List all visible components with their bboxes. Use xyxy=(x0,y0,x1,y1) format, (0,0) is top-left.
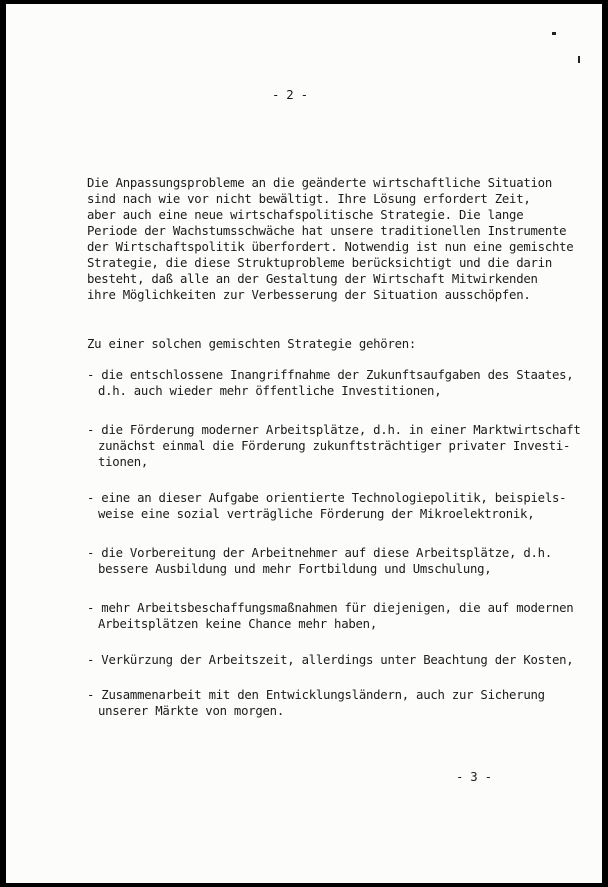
paragraph-line: ihre Möglichkeiten zur Verbesserung der Situation ausschöpfen. xyxy=(87,288,531,302)
bullet-item xyxy=(87,545,552,577)
bullet-item xyxy=(87,652,573,668)
bullet-line: weise eine sozial verträgliche Förderung der Mikroelektronik, xyxy=(98,507,535,521)
list-intro: Zu einer solchen gemischten Strategie gehören: xyxy=(87,337,417,351)
bullet-item xyxy=(87,367,573,399)
next-page-marker: - 3 - xyxy=(456,770,492,784)
body-paragraph xyxy=(87,175,573,303)
paragraph-line: Periode der Wachstumsschwäche hat unsere traditionellen Instrumente xyxy=(87,224,567,238)
scan-speck xyxy=(552,32,556,35)
bullet-line: - Zusammenarbeit mit den Entwicklungsländern, auch zur Sicherung xyxy=(87,688,545,702)
bullet-line: - Verkürzung der Arbeitszeit, allerdings unter Beachtung der Kosten, xyxy=(87,653,574,667)
paragraph-line: Die Anpassungsprobleme an die geänderte wirtschaftliche Situation xyxy=(87,176,552,190)
bullet-line: unserer Märkte von morgen. xyxy=(98,704,284,718)
bullet-line: - die Förderung moderner Arbeitsplätze, d.h. in einer Marktwirtschaft xyxy=(87,423,581,437)
bullet-line: tionen, xyxy=(98,455,149,469)
paragraph-line: Strategie, die diese Struktuprobleme berücksichtigt und die darin xyxy=(87,256,552,270)
paragraph-line: sind nach wie vor nicht bewältigt. Ihre Lösung erfordert Zeit, xyxy=(87,192,531,206)
bullet-line: bessere Ausbildung und mehr Fortbildung und Umschulung, xyxy=(98,562,492,576)
bullet-item xyxy=(87,600,573,632)
scan-speck xyxy=(578,56,580,63)
bullet-item xyxy=(87,490,566,522)
bullet-line: - eine an dieser Aufgabe orientierte Technologiepolitik, beispiels- xyxy=(87,491,567,505)
bullet-item xyxy=(87,422,581,470)
bullet-line: Arbeitsplätzen keine Chance mehr haben, xyxy=(98,617,377,631)
paragraph-line: besteht, daß alle an der Gestaltung der Wirtschaft Mitwirkenden xyxy=(87,272,538,286)
page-number: - 2 - xyxy=(272,88,308,102)
bullet-line: - die entschlossene Inangriffnahme der Zukunftsaufgaben des Staates, xyxy=(87,368,574,382)
bullet-line: - mehr Arbeitsbeschaffungsmaßnahmen für diejenigen, die auf modernen xyxy=(87,601,574,615)
paragraph-line: der Wirtschaftspolitik überfordert. Notwendig ist nun eine gemischte xyxy=(87,240,574,254)
bullet-line: d.h. auch wieder mehr öffentliche Investitionen, xyxy=(98,384,442,398)
document-page xyxy=(6,4,602,883)
bullet-line: - die Vorbereitung der Arbeitnehmer auf diese Arbeitsplätze, d.h. xyxy=(87,546,552,560)
bullet-item xyxy=(87,687,545,719)
paragraph-line: aber auch eine neue wirtschafspolitische Strategie. Die lange xyxy=(87,208,524,222)
bullet-line: zunächst einmal die Förderung zukunftsträchtiger privater Investi- xyxy=(98,439,571,453)
